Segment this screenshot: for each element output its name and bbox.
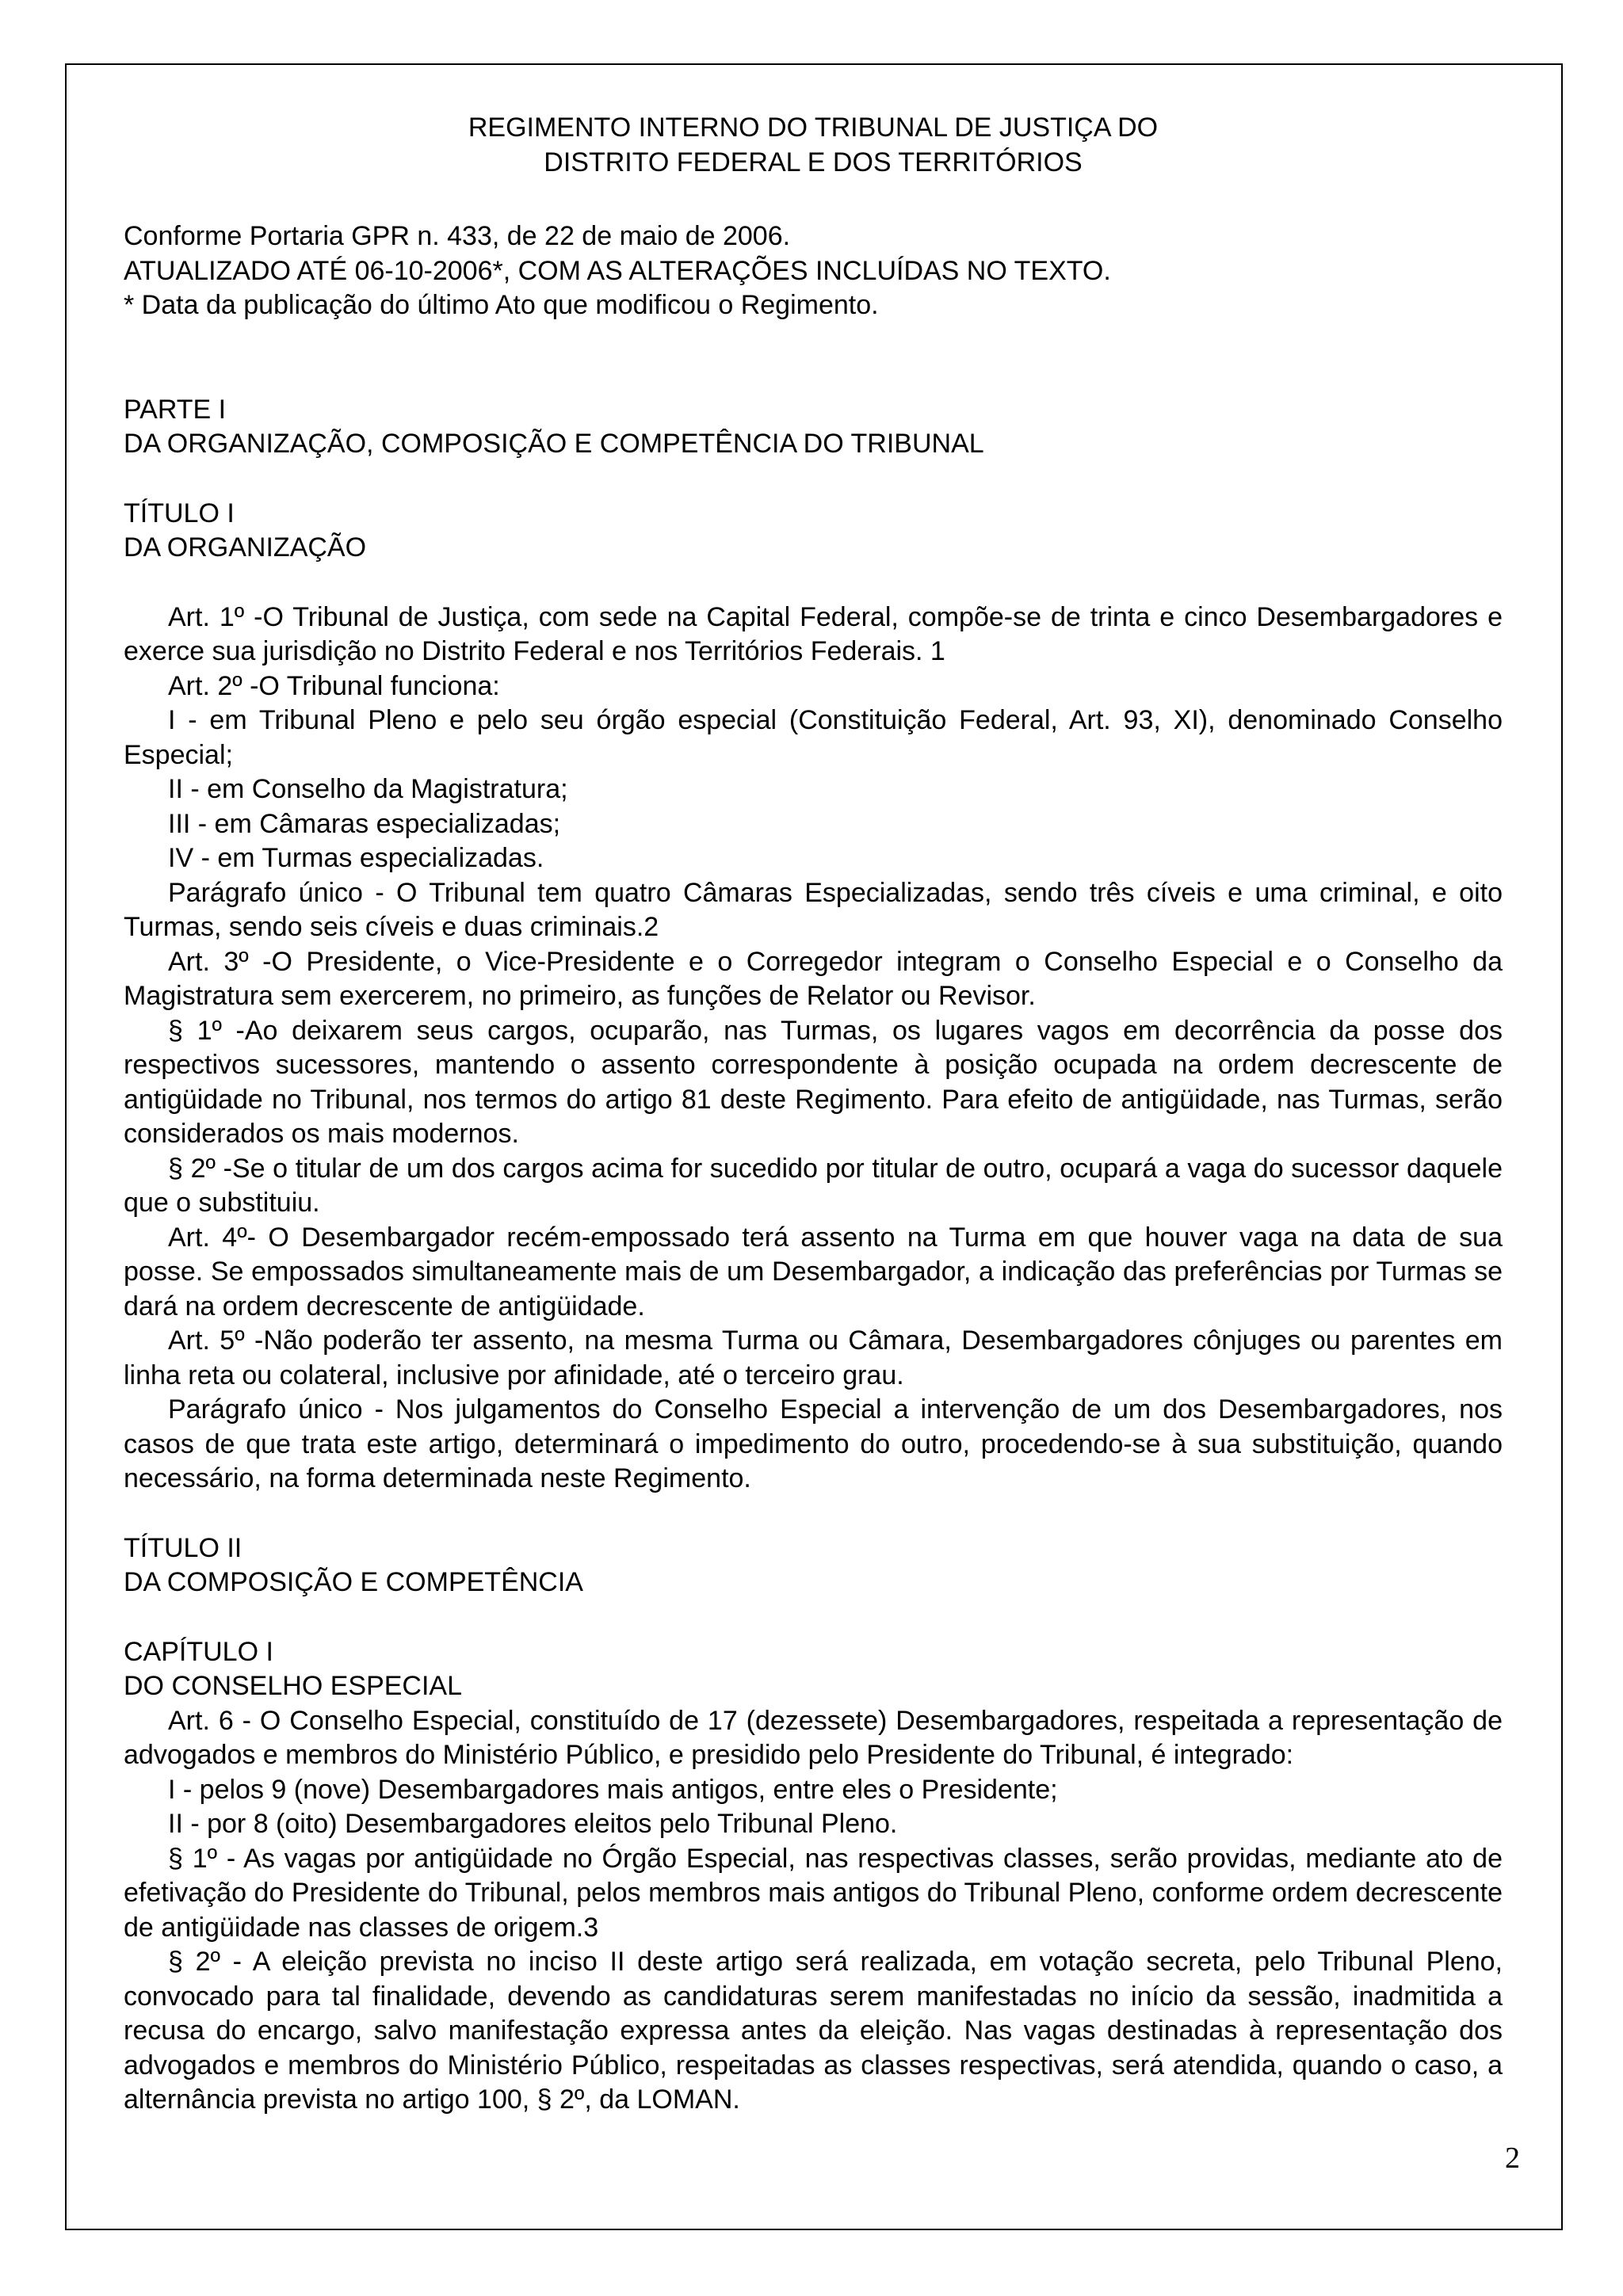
- paragraph: Art. 6 - O Conselho Especial, constituído de 17 (dezessete) Desembargadores, respeitada a representação de advogados e membros do Ministério Público, e presidido pelo Presidente do Tribunal, é integrado:: [124, 1705, 1503, 1770]
- capitulo1-label: CAPÍTULO I: [124, 1636, 273, 1667]
- paragraph: Parágrafo único - O Tribunal tem quatro Câmaras Especializadas, sendo três cíveis e uma criminal, e oito Turmas, sendo seis cíveis e duas criminais.2: [124, 877, 1503, 942]
- titulo2-heading: DA COMPOSIÇÃO E COMPETÊNCIA: [124, 1567, 583, 1597]
- titulo1-heading: DA ORGANIZAÇÃO: [124, 532, 367, 563]
- paragraph: I - pelos 9 (nove) Desembargadores mais antigos, entre eles o Presidente;: [168, 1774, 1058, 1805]
- paragraph: Art. 5º -Não poderão ter assento, na mesma Turma ou Câmara, Desembargadores cônjuges ou parentes em linha reta ou colateral, inclusive por afinidade, até o terceiro grau.: [124, 1325, 1503, 1390]
- paragraph: § 2º -Se o titular de um dos cargos acima for sucedido por titular de outro, ocupará a vaga do sucessor daquele que o substituiu.: [124, 1153, 1503, 1218]
- page-number: 2: [1505, 2142, 1520, 2175]
- paragraph: Art. 1º -O Tribunal de Justiça, com sede na Capital Federal, compõe-se de trinta e cinco Desembargadores e exerce sua jurisdição no Distrito Federal e nos Territórios Federais. 1: [124, 601, 1503, 666]
- meta-atualizado: ATUALIZADO ATÉ 06-10-2006*, COM AS ALTERAÇÕES INCLUÍDAS NO TEXTO.: [124, 255, 1111, 286]
- paragraph: I - em Tribunal Pleno e pelo seu órgão especial (Constituição Federal, Art. 93, XI), denominado Conselho Especial;: [124, 705, 1503, 770]
- document-body: [124, 111, 1503, 2118]
- document-title-line-2: DISTRITO FEDERAL E DOS TERRITÓRIOS: [544, 147, 1083, 177]
- paragraph: § 1º - As vagas por antigüidade no Órgão Especial, nas respectivas classes, serão providas, mediante ato de efetivação do Presidente do Tribunal, pelos membros mais antigos do Tribunal Pleno, conforme ordem decrescente de antigüidade nas classes de origem.3: [124, 1843, 1503, 1943]
- meta-footnote: * Data da publicação do último Ato que modificou o Regimento.: [124, 290, 879, 320]
- paragraph: III - em Câmaras especializadas;: [168, 808, 561, 839]
- titulo2-label: TÍTULO II: [124, 1532, 242, 1563]
- paragraph: II - em Conselho da Magistratura;: [168, 774, 568, 804]
- paragraph: Art. 4º- O Desembargador recém-empossado terá assento na Turma em que houver vaga na data de sua posse. Se empossados simultaneamente mais de um Desembargador, a indicação das preferências por Turmas se dará na ordem decrescente de antigüidade.: [124, 1222, 1503, 1322]
- paragraph: Art. 2º -O Tribunal funciona:: [168, 670, 500, 701]
- paragraph: § 1º -Ao deixarem seus cargos, ocuparão, nas Turmas, os lugares vagos em decorrência da posse dos respectivos sucessores, mantendo o assento correspondente à posição ocupada na ordem decrescente de antigüidade no Tribunal, nos termos do artigo 81 deste Regimento. Para efeito de antigüidade, nas Turmas, serão considerados os mais modernos.: [124, 1015, 1503, 1149]
- parte-heading: DA ORGANIZAÇÃO, COMPOSIÇÃO E COMPETÊNCIA DO TRIBUNAL: [124, 429, 984, 459]
- paragraph: Art. 3º -O Presidente, o Vice-Presidente e o Corregedor integram o Conselho Especial e o Conselho da Magistratura sem exercerem, no primeiro, as funções de Relator ou Revisor.: [124, 946, 1503, 1011]
- parte-label: PARTE I: [124, 394, 227, 425]
- titulo1-label: TÍTULO I: [124, 498, 235, 528]
- meta-portaria: Conforme Portaria GPR n. 433, de 22 de maio de 2006.: [124, 221, 791, 251]
- paragraph: § 2º - A eleição prevista no inciso II deste artigo será realizada, em votação secreta, pelo Tribunal Pleno, convocado para tal finalidade, devendo as candidaturas serem manifestadas no início da sessão, inadmitida a recusa do encargo, salvo manifestação expressa antes da eleição. Nas vagas destinadas à representação dos advogados e membros do Ministério Público, respeitadas as classes respectivas, será atendida, quando o caso, a alternância prevista no artigo 100, § 2º, da LOMAN.: [124, 1947, 1503, 2115]
- paragraph: II - por 8 (oito) Desembargadores eleitos pelo Tribunal Pleno.: [168, 1809, 898, 1839]
- capitulo1-heading: DO CONSELHO ESPECIAL: [124, 1671, 463, 1701]
- paragraph: IV - em Turmas especializadas.: [168, 843, 544, 873]
- document-title-line-1: REGIMENTO INTERNO DO TRIBUNAL DE JUSTIÇA DO: [468, 113, 1159, 143]
- paragraph: Parágrafo único - Nos julgamentos do Conselho Especial a intervenção de um dos Desembargadores, nos casos de que trata este artigo, determinará o impedimento do outro, procedendo-se à sua substituição, quando necessário, na forma determinada neste Regimento.: [124, 1394, 1503, 1493]
